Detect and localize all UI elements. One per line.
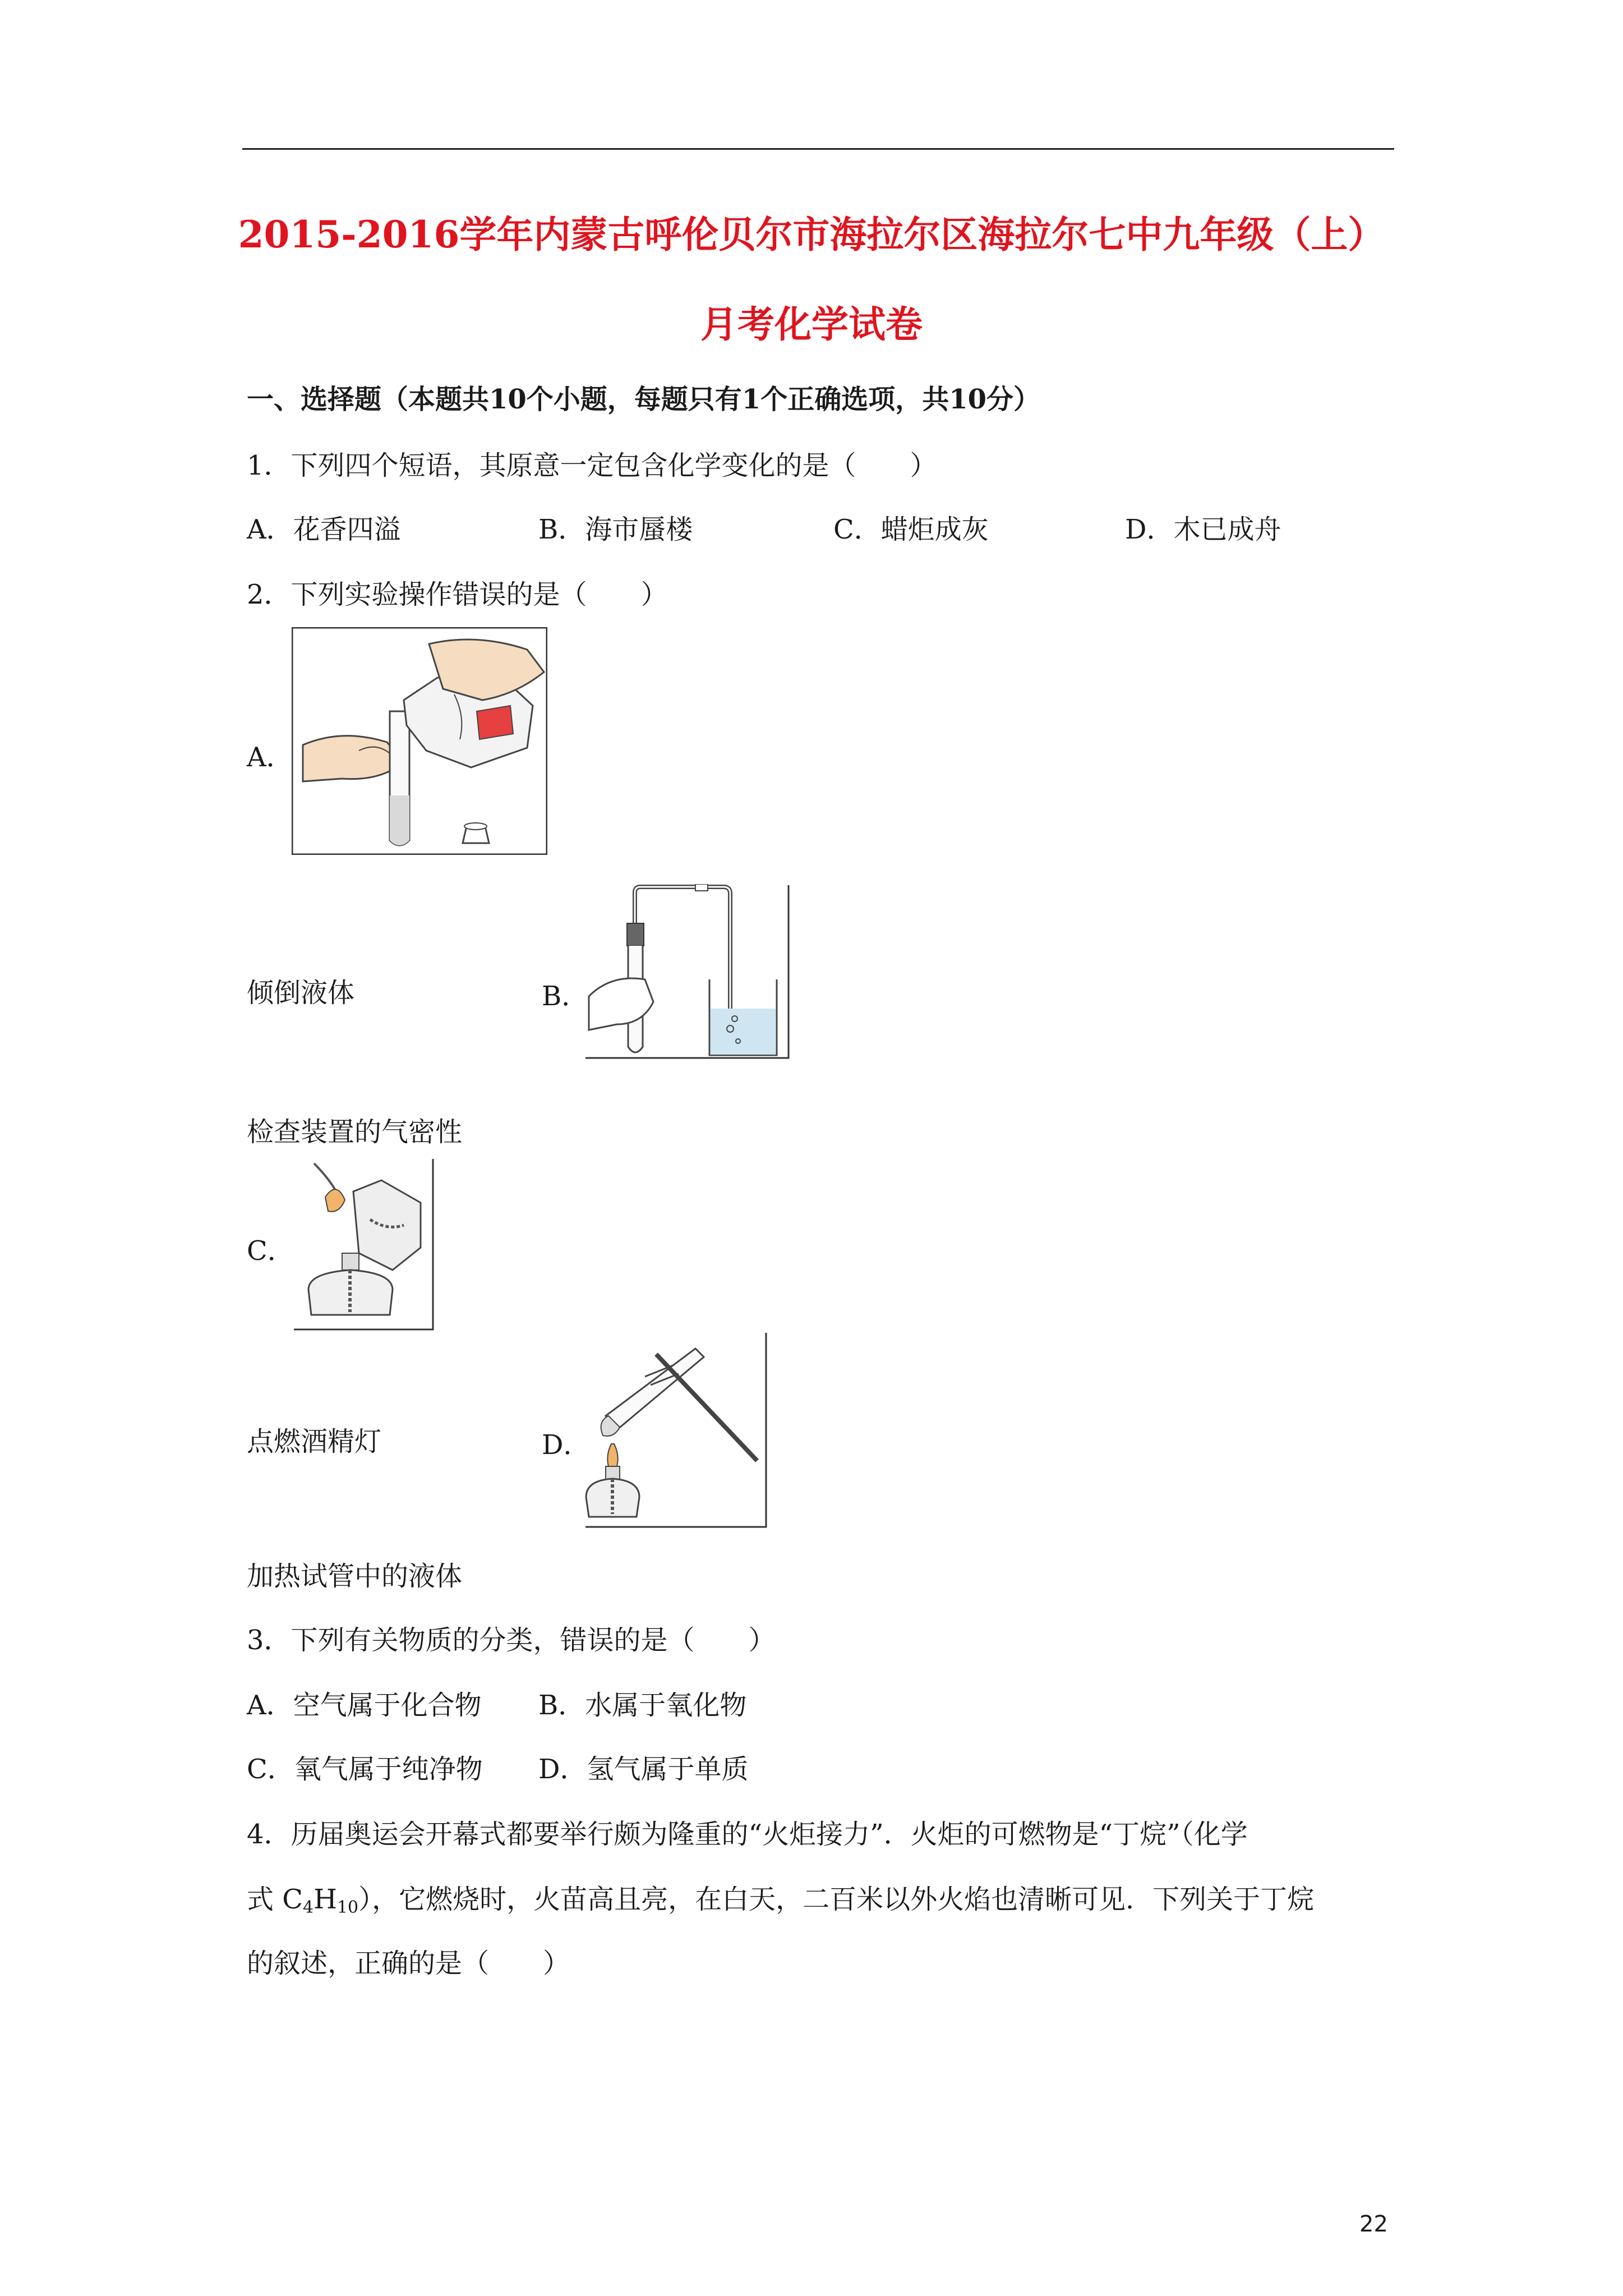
section-heading: 一、选择题（本题共10个小题，每题只有1个正确选项，共10分） <box>247 384 1040 415</box>
exam-title-line1: 2015-2016学年内蒙古呼伦贝尔市海拉尔区海拉尔七中九年级（上） <box>238 213 1385 256</box>
q2-option-a-caption: 倾倒液体 <box>247 977 355 1009</box>
q2-option-d-label: D． <box>542 1429 591 1461</box>
q1-option-d: D．木已成舟 <box>1125 514 1281 545</box>
q2-option-a-label: A． <box>247 742 293 773</box>
pouring-liquid-figure <box>292 627 547 855</box>
q2-option-d-caption: 加热试管中的液体 <box>247 1561 463 1592</box>
q4-stem-line3: 的叙述，正确的是（ ） <box>247 1948 570 1979</box>
header-rule <box>242 148 1394 150</box>
q1-option-b: B．海市蜃楼 <box>538 514 693 545</box>
q2-option-c-label: C． <box>247 1235 294 1267</box>
q3-option-a: A．空气属于化合物 <box>247 1690 482 1721</box>
q3-option-d: D．氢气属于单质 <box>538 1754 749 1785</box>
q2-option-b-label: B． <box>542 981 589 1012</box>
airtightness-check-figure <box>583 884 791 1059</box>
q2-option-b-caption: 检查装置的气密性 <box>247 1116 463 1148</box>
heating-test-tube-figure <box>583 1332 768 1529</box>
page-number: 22 <box>1359 2211 1388 2237</box>
lighting-alcohol-lamp-figure <box>292 1158 435 1332</box>
q4-stem-line2: 式 $C_4H_{10}$），它燃烧时，火苗高且亮，在白天，二百米以外火焰也清晰可见．下列关于丁烷 <box>247 1884 1315 1917</box>
q1-stem: 1．下列四个短语，其原意一定包含化学变化的是（ ） <box>247 450 937 481</box>
q2-stem: 2．下列实验操作错误的是（ ） <box>247 579 668 610</box>
q3-stem: 3．下列有关物质的分类，错误的是（ ） <box>247 1625 776 1656</box>
q4-stem-line1: 4．历届奥运会开幕式都要举行颇为隆重的“火炬接力”．火炬的可燃物是“丁烷”（化学 <box>247 1819 1248 1850</box>
q1-option-c: C．蜡炬成灰 <box>833 514 989 545</box>
exam-title-line2: 月考化学试卷 <box>700 302 923 346</box>
q2-option-c-caption: 点燃酒精灯 <box>247 1426 382 1457</box>
q1-option-a: A．花香四溢 <box>247 514 401 545</box>
q3-option-b: B．水属于氧化物 <box>538 1690 747 1721</box>
q3-option-c: C．氧气属于纯净物 <box>247 1754 483 1785</box>
